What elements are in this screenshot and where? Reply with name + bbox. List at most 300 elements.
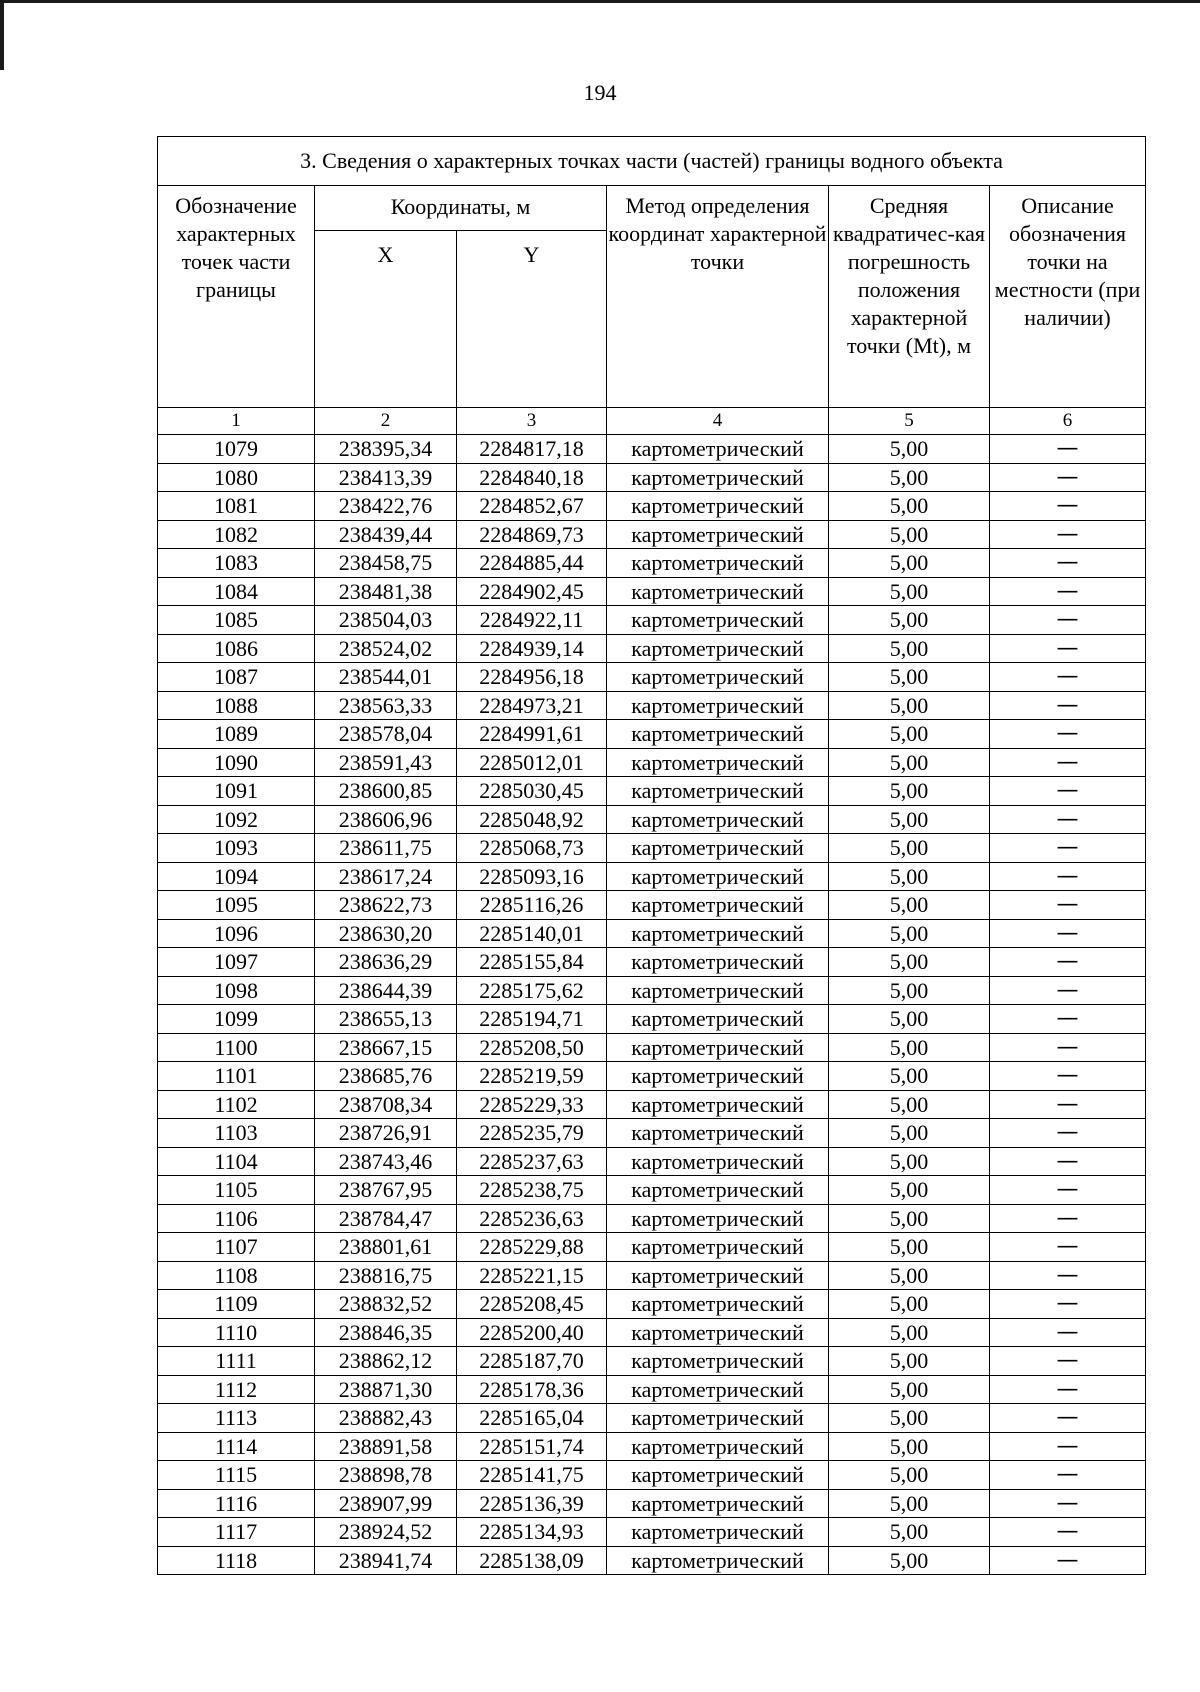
point-id-cell: 1086 bbox=[158, 634, 315, 663]
description-cell: — bbox=[990, 1518, 1146, 1547]
description-cell: — bbox=[990, 634, 1146, 663]
method-cell: картометрический bbox=[607, 691, 829, 720]
accuracy-cell: 5,00 bbox=[829, 1005, 990, 1034]
point-id-cell: 1109 bbox=[158, 1290, 315, 1319]
x-coordinate-cell: 238636,29 bbox=[315, 948, 457, 977]
y-coordinate-cell: 2285134,93 bbox=[457, 1518, 607, 1547]
y-coordinate-cell: 2285151,74 bbox=[457, 1432, 607, 1461]
method-cell: картометрический bbox=[607, 1290, 829, 1319]
method-cell: картометрический bbox=[607, 919, 829, 948]
accuracy-cell: 5,00 bbox=[829, 748, 990, 777]
header-coordinates: Координаты, м bbox=[315, 186, 607, 231]
point-id-cell: 1101 bbox=[158, 1062, 315, 1091]
x-coordinate-cell: 238395,34 bbox=[315, 435, 457, 464]
column-number: 4 bbox=[607, 408, 829, 435]
method-cell: картометрический bbox=[607, 1461, 829, 1490]
method-cell: картометрический bbox=[607, 1062, 829, 1091]
point-id-cell: 1082 bbox=[158, 520, 315, 549]
x-coordinate-cell: 238563,33 bbox=[315, 691, 457, 720]
point-id-cell: 1097 bbox=[158, 948, 315, 977]
scan-edge-left bbox=[0, 0, 4, 70]
accuracy-cell: 5,00 bbox=[829, 1375, 990, 1404]
point-id-cell: 1085 bbox=[158, 606, 315, 635]
table-row bbox=[158, 1062, 1146, 1091]
description-cell: — bbox=[990, 1432, 1146, 1461]
description-cell: — bbox=[990, 577, 1146, 606]
header-designation: Обозначение характерных точек части границы bbox=[158, 186, 315, 408]
y-coordinate-cell: 2285175,62 bbox=[457, 976, 607, 1005]
point-id-cell: 1108 bbox=[158, 1261, 315, 1290]
method-cell: картометрический bbox=[607, 1404, 829, 1433]
y-coordinate-cell: 2284939,14 bbox=[457, 634, 607, 663]
accuracy-cell: 5,00 bbox=[829, 948, 990, 977]
y-coordinate-cell: 2284885,44 bbox=[457, 549, 607, 578]
method-cell: картометрический bbox=[607, 492, 829, 521]
method-cell: картометрический bbox=[607, 1204, 829, 1233]
description-cell: — bbox=[990, 1375, 1146, 1404]
method-cell: картометрический bbox=[607, 1347, 829, 1376]
description-cell: — bbox=[990, 1318, 1146, 1347]
y-coordinate-cell: 2284956,18 bbox=[457, 663, 607, 692]
y-coordinate-cell: 2285141,75 bbox=[457, 1461, 607, 1490]
method-cell: картометрический bbox=[607, 891, 829, 920]
method-cell: картометрический bbox=[607, 549, 829, 578]
description-cell: — bbox=[990, 1204, 1146, 1233]
method-cell: картометрический bbox=[607, 520, 829, 549]
accuracy-cell: 5,00 bbox=[829, 663, 990, 692]
method-cell: картометрический bbox=[607, 435, 829, 464]
table-row bbox=[158, 976, 1146, 1005]
accuracy-cell: 5,00 bbox=[829, 1147, 990, 1176]
y-coordinate-cell: 2285187,70 bbox=[457, 1347, 607, 1376]
table-row bbox=[158, 805, 1146, 834]
y-coordinate-cell: 2285194,71 bbox=[457, 1005, 607, 1034]
point-id-cell: 1098 bbox=[158, 976, 315, 1005]
x-coordinate-cell: 238504,03 bbox=[315, 606, 457, 635]
boundary-points-table bbox=[157, 136, 1146, 1575]
accuracy-cell: 5,00 bbox=[829, 1318, 990, 1347]
accuracy-cell: 5,00 bbox=[829, 1233, 990, 1262]
y-coordinate-cell: 2285165,04 bbox=[457, 1404, 607, 1433]
table-caption: 3. Сведения о характерных точках части (частей) границы водного объекта bbox=[158, 137, 1146, 186]
method-cell: картометрический bbox=[607, 606, 829, 635]
table-row bbox=[158, 1176, 1146, 1205]
description-cell: — bbox=[990, 1290, 1146, 1319]
method-cell: картометрический bbox=[607, 1090, 829, 1119]
point-id-cell: 1118 bbox=[158, 1546, 315, 1575]
method-cell: картометрический bbox=[607, 862, 829, 891]
accuracy-cell: 5,00 bbox=[829, 1404, 990, 1433]
accuracy-cell: 5,00 bbox=[829, 1261, 990, 1290]
header-accuracy: Средняя квадратичес-кая погрешность положения характерной точки (Mt), м bbox=[829, 186, 990, 408]
y-coordinate-cell: 2284817,18 bbox=[457, 435, 607, 464]
table-row bbox=[158, 606, 1146, 635]
x-coordinate-cell: 238846,35 bbox=[315, 1318, 457, 1347]
point-id-cell: 1094 bbox=[158, 862, 315, 891]
table-row bbox=[158, 634, 1146, 663]
accuracy-cell: 5,00 bbox=[829, 435, 990, 464]
table-body bbox=[158, 435, 1146, 1575]
point-id-cell: 1100 bbox=[158, 1033, 315, 1062]
point-id-cell: 1114 bbox=[158, 1432, 315, 1461]
x-coordinate-cell: 238941,74 bbox=[315, 1546, 457, 1575]
accuracy-cell: 5,00 bbox=[829, 1119, 990, 1148]
accuracy-cell: 5,00 bbox=[829, 805, 990, 834]
y-coordinate-cell: 2285219,59 bbox=[457, 1062, 607, 1091]
point-id-cell: 1105 bbox=[158, 1176, 315, 1205]
method-cell: картометрический bbox=[607, 805, 829, 834]
method-cell: картометрический bbox=[607, 1432, 829, 1461]
table-row bbox=[158, 1033, 1146, 1062]
description-cell: — bbox=[990, 435, 1146, 464]
table-row bbox=[158, 492, 1146, 521]
description-cell: — bbox=[990, 492, 1146, 521]
table-row bbox=[158, 1432, 1146, 1461]
point-id-cell: 1079 bbox=[158, 435, 315, 464]
accuracy-cell: 5,00 bbox=[829, 891, 990, 920]
method-cell: картометрический bbox=[607, 1033, 829, 1062]
point-id-cell: 1104 bbox=[158, 1147, 315, 1176]
table-row bbox=[158, 1005, 1146, 1034]
x-coordinate-cell: 238871,30 bbox=[315, 1375, 457, 1404]
method-cell: картометрический bbox=[607, 976, 829, 1005]
table-row bbox=[158, 891, 1146, 920]
accuracy-cell: 5,00 bbox=[829, 1518, 990, 1547]
description-cell: — bbox=[990, 805, 1146, 834]
x-coordinate-cell: 238578,04 bbox=[315, 720, 457, 749]
description-cell: — bbox=[990, 606, 1146, 635]
y-coordinate-cell: 2285237,63 bbox=[457, 1147, 607, 1176]
accuracy-cell: 5,00 bbox=[829, 1347, 990, 1376]
point-id-cell: 1087 bbox=[158, 663, 315, 692]
x-coordinate-cell: 238907,99 bbox=[315, 1489, 457, 1518]
method-cell: картометрический bbox=[607, 634, 829, 663]
y-coordinate-cell: 2284902,45 bbox=[457, 577, 607, 606]
y-coordinate-cell: 2285048,92 bbox=[457, 805, 607, 834]
x-coordinate-cell: 238524,02 bbox=[315, 634, 457, 663]
accuracy-cell: 5,00 bbox=[829, 1432, 990, 1461]
point-id-cell: 1096 bbox=[158, 919, 315, 948]
x-coordinate-cell: 238816,75 bbox=[315, 1261, 457, 1290]
point-id-cell: 1092 bbox=[158, 805, 315, 834]
x-coordinate-cell: 238617,24 bbox=[315, 862, 457, 891]
table-row bbox=[158, 777, 1146, 806]
x-coordinate-cell: 238726,91 bbox=[315, 1119, 457, 1148]
y-coordinate-cell: 2285093,16 bbox=[457, 862, 607, 891]
y-coordinate-cell: 2284973,21 bbox=[457, 691, 607, 720]
accuracy-cell: 5,00 bbox=[829, 1090, 990, 1119]
method-cell: картометрический bbox=[607, 1119, 829, 1148]
table-row bbox=[158, 1489, 1146, 1518]
accuracy-cell: 5,00 bbox=[829, 919, 990, 948]
y-coordinate-cell: 2285068,73 bbox=[457, 834, 607, 863]
page-number: 194 bbox=[583, 80, 617, 105]
header-y: Y bbox=[457, 231, 607, 408]
description-cell: — bbox=[990, 1233, 1146, 1262]
method-cell: картометрический bbox=[607, 834, 829, 863]
table-row bbox=[158, 463, 1146, 492]
description-cell: — bbox=[990, 1176, 1146, 1205]
point-id-cell: 1110 bbox=[158, 1318, 315, 1347]
table-row bbox=[158, 720, 1146, 749]
x-coordinate-cell: 238422,76 bbox=[315, 492, 457, 521]
table-row bbox=[158, 1546, 1146, 1575]
x-coordinate-cell: 238708,34 bbox=[315, 1090, 457, 1119]
x-coordinate-cell: 238644,39 bbox=[315, 976, 457, 1005]
method-cell: картометрический bbox=[607, 1489, 829, 1518]
y-coordinate-cell: 2285208,45 bbox=[457, 1290, 607, 1319]
accuracy-cell: 5,00 bbox=[829, 1546, 990, 1575]
point-id-cell: 1090 bbox=[158, 748, 315, 777]
accuracy-cell: 5,00 bbox=[829, 777, 990, 806]
column-number: 3 bbox=[457, 408, 607, 435]
y-coordinate-cell: 2285221,15 bbox=[457, 1261, 607, 1290]
description-cell: — bbox=[990, 834, 1146, 863]
y-coordinate-cell: 2285140,01 bbox=[457, 919, 607, 948]
point-id-cell: 1099 bbox=[158, 1005, 315, 1034]
x-coordinate-cell: 238630,20 bbox=[315, 919, 457, 948]
point-id-cell: 1112 bbox=[158, 1375, 315, 1404]
x-coordinate-cell: 238898,78 bbox=[315, 1461, 457, 1490]
description-cell: — bbox=[990, 720, 1146, 749]
method-cell: картометрический bbox=[607, 577, 829, 606]
y-coordinate-cell: 2285238,75 bbox=[457, 1176, 607, 1205]
accuracy-cell: 5,00 bbox=[829, 720, 990, 749]
accuracy-cell: 5,00 bbox=[829, 834, 990, 863]
point-id-cell: 1113 bbox=[158, 1404, 315, 1433]
y-coordinate-cell: 2285229,88 bbox=[457, 1233, 607, 1262]
table-row bbox=[158, 1461, 1146, 1490]
method-cell: картометрический bbox=[607, 1233, 829, 1262]
table-row bbox=[158, 520, 1146, 549]
x-coordinate-cell: 238862,12 bbox=[315, 1347, 457, 1376]
x-coordinate-cell: 238685,76 bbox=[315, 1062, 457, 1091]
y-coordinate-cell: 2284922,11 bbox=[457, 606, 607, 635]
table-row bbox=[158, 1204, 1146, 1233]
x-coordinate-cell: 238611,75 bbox=[315, 834, 457, 863]
accuracy-cell: 5,00 bbox=[829, 1290, 990, 1319]
x-coordinate-cell: 238924,52 bbox=[315, 1518, 457, 1547]
description-cell: — bbox=[990, 862, 1146, 891]
description-cell: — bbox=[990, 1404, 1146, 1433]
header-x: X bbox=[315, 231, 457, 408]
method-cell: картометрический bbox=[607, 1375, 829, 1404]
column-number: 1 bbox=[158, 408, 315, 435]
scan-edge-top bbox=[0, 0, 1200, 3]
accuracy-cell: 5,00 bbox=[829, 976, 990, 1005]
description-cell: — bbox=[990, 1347, 1146, 1376]
column-number: 5 bbox=[829, 408, 990, 435]
table-row bbox=[158, 1404, 1146, 1433]
description-cell: — bbox=[990, 1119, 1146, 1148]
table-row bbox=[158, 435, 1146, 464]
x-coordinate-cell: 238591,43 bbox=[315, 748, 457, 777]
description-cell: — bbox=[990, 1147, 1146, 1176]
description-cell: — bbox=[990, 520, 1146, 549]
table-row bbox=[158, 834, 1146, 863]
y-coordinate-cell: 2285236,63 bbox=[457, 1204, 607, 1233]
x-coordinate-cell: 238544,01 bbox=[315, 663, 457, 692]
table-row bbox=[158, 549, 1146, 578]
table-row bbox=[158, 1318, 1146, 1347]
y-coordinate-cell: 2285030,45 bbox=[457, 777, 607, 806]
x-coordinate-cell: 238767,95 bbox=[315, 1176, 457, 1205]
description-cell: — bbox=[990, 1033, 1146, 1062]
x-coordinate-cell: 238667,15 bbox=[315, 1033, 457, 1062]
accuracy-cell: 5,00 bbox=[829, 1062, 990, 1091]
y-coordinate-cell: 2285116,26 bbox=[457, 891, 607, 920]
description-cell: — bbox=[990, 777, 1146, 806]
x-coordinate-cell: 238481,38 bbox=[315, 577, 457, 606]
x-coordinate-cell: 238882,43 bbox=[315, 1404, 457, 1433]
column-number-row bbox=[158, 408, 1146, 435]
header-method: Метод определения координат характерной точки bbox=[607, 186, 829, 408]
description-cell: — bbox=[990, 1062, 1146, 1091]
method-cell: картометрический bbox=[607, 1005, 829, 1034]
method-cell: картометрический bbox=[607, 777, 829, 806]
description-cell: — bbox=[990, 1090, 1146, 1119]
y-coordinate-cell: 2284869,73 bbox=[457, 520, 607, 549]
point-id-cell: 1116 bbox=[158, 1489, 315, 1518]
accuracy-cell: 5,00 bbox=[829, 463, 990, 492]
y-coordinate-cell: 2284852,67 bbox=[457, 492, 607, 521]
point-id-cell: 1084 bbox=[158, 577, 315, 606]
x-coordinate-cell: 238413,39 bbox=[315, 463, 457, 492]
accuracy-cell: 5,00 bbox=[829, 634, 990, 663]
method-cell: картометрический bbox=[607, 720, 829, 749]
y-coordinate-cell: 2285200,40 bbox=[457, 1318, 607, 1347]
column-number: 6 bbox=[990, 408, 1146, 435]
x-coordinate-cell: 238622,73 bbox=[315, 891, 457, 920]
point-id-cell: 1095 bbox=[158, 891, 315, 920]
x-coordinate-cell: 238458,75 bbox=[315, 549, 457, 578]
y-coordinate-cell: 2285012,01 bbox=[457, 748, 607, 777]
y-coordinate-cell: 2284991,61 bbox=[457, 720, 607, 749]
method-cell: картометрический bbox=[607, 1318, 829, 1347]
description-cell: — bbox=[990, 919, 1146, 948]
description-cell: — bbox=[990, 691, 1146, 720]
accuracy-cell: 5,00 bbox=[829, 520, 990, 549]
description-cell: — bbox=[990, 748, 1146, 777]
table-row bbox=[158, 1347, 1146, 1376]
method-cell: картометрический bbox=[607, 748, 829, 777]
point-id-cell: 1102 bbox=[158, 1090, 315, 1119]
point-id-cell: 1106 bbox=[158, 1204, 315, 1233]
table-row bbox=[158, 1261, 1146, 1290]
method-cell: картометрический bbox=[607, 1518, 829, 1547]
table-row bbox=[158, 691, 1146, 720]
y-coordinate-cell: 2285229,33 bbox=[457, 1090, 607, 1119]
point-id-cell: 1081 bbox=[158, 492, 315, 521]
method-cell: картометрический bbox=[607, 663, 829, 692]
description-cell: — bbox=[990, 891, 1146, 920]
y-coordinate-cell: 2285155,84 bbox=[457, 948, 607, 977]
accuracy-cell: 5,00 bbox=[829, 1033, 990, 1062]
description-cell: — bbox=[990, 463, 1146, 492]
table-row bbox=[158, 919, 1146, 948]
x-coordinate-cell: 238655,13 bbox=[315, 1005, 457, 1034]
description-cell: — bbox=[990, 1005, 1146, 1034]
point-id-cell: 1103 bbox=[158, 1119, 315, 1148]
description-cell: — bbox=[990, 1461, 1146, 1490]
x-coordinate-cell: 238832,52 bbox=[315, 1290, 457, 1319]
point-id-cell: 1080 bbox=[158, 463, 315, 492]
point-id-cell: 1089 bbox=[158, 720, 315, 749]
accuracy-cell: 5,00 bbox=[829, 492, 990, 521]
point-id-cell: 1107 bbox=[158, 1233, 315, 1262]
table-row bbox=[158, 748, 1146, 777]
method-cell: картометрический bbox=[607, 1261, 829, 1290]
x-coordinate-cell: 238801,61 bbox=[315, 1233, 457, 1262]
description-cell: — bbox=[990, 549, 1146, 578]
column-number: 2 bbox=[315, 408, 457, 435]
description-cell: — bbox=[990, 948, 1146, 977]
x-coordinate-cell: 238784,47 bbox=[315, 1204, 457, 1233]
description-cell: — bbox=[990, 1261, 1146, 1290]
y-coordinate-cell: 2285178,36 bbox=[457, 1375, 607, 1404]
method-cell: картометрический bbox=[607, 1546, 829, 1575]
method-cell: картометрический bbox=[607, 948, 829, 977]
y-coordinate-cell: 2285208,50 bbox=[457, 1033, 607, 1062]
x-coordinate-cell: 238606,96 bbox=[315, 805, 457, 834]
table-row bbox=[158, 1375, 1146, 1404]
table-row bbox=[158, 663, 1146, 692]
table-row bbox=[158, 948, 1146, 977]
point-id-cell: 1083 bbox=[158, 549, 315, 578]
table-row bbox=[158, 862, 1146, 891]
accuracy-cell: 5,00 bbox=[829, 1489, 990, 1518]
header-description: Описание обозначения точки на местности (при наличии) bbox=[990, 186, 1146, 408]
x-coordinate-cell: 238439,44 bbox=[315, 520, 457, 549]
y-coordinate-cell: 2285136,39 bbox=[457, 1489, 607, 1518]
description-cell: — bbox=[990, 663, 1146, 692]
table-row bbox=[158, 1147, 1146, 1176]
y-coordinate-cell: 2285235,79 bbox=[457, 1119, 607, 1148]
x-coordinate-cell: 238743,46 bbox=[315, 1147, 457, 1176]
method-cell: картометрический bbox=[607, 463, 829, 492]
method-cell: картометрический bbox=[607, 1147, 829, 1176]
point-id-cell: 1091 bbox=[158, 777, 315, 806]
table-row bbox=[158, 1119, 1146, 1148]
method-cell: картометрический bbox=[607, 1176, 829, 1205]
accuracy-cell: 5,00 bbox=[829, 549, 990, 578]
description-cell: — bbox=[990, 976, 1146, 1005]
point-id-cell: 1115 bbox=[158, 1461, 315, 1490]
accuracy-cell: 5,00 bbox=[829, 1204, 990, 1233]
point-id-cell: 1088 bbox=[158, 691, 315, 720]
accuracy-cell: 5,00 bbox=[829, 1461, 990, 1490]
table-row bbox=[158, 1090, 1146, 1119]
point-id-cell: 1093 bbox=[158, 834, 315, 863]
x-coordinate-cell: 238891,58 bbox=[315, 1432, 457, 1461]
point-id-cell: 1117 bbox=[158, 1518, 315, 1547]
table-row bbox=[158, 1233, 1146, 1262]
description-cell: — bbox=[990, 1546, 1146, 1575]
x-coordinate-cell: 238600,85 bbox=[315, 777, 457, 806]
table-row bbox=[158, 1290, 1146, 1319]
table-row bbox=[158, 1518, 1146, 1547]
accuracy-cell: 5,00 bbox=[829, 577, 990, 606]
y-coordinate-cell: 2284840,18 bbox=[457, 463, 607, 492]
point-id-cell: 1111 bbox=[158, 1347, 315, 1376]
accuracy-cell: 5,00 bbox=[829, 606, 990, 635]
accuracy-cell: 5,00 bbox=[829, 1176, 990, 1205]
description-cell: — bbox=[990, 1489, 1146, 1518]
y-coordinate-cell: 2285138,09 bbox=[457, 1546, 607, 1575]
accuracy-cell: 5,00 bbox=[829, 691, 990, 720]
table-row bbox=[158, 577, 1146, 606]
accuracy-cell: 5,00 bbox=[829, 862, 990, 891]
